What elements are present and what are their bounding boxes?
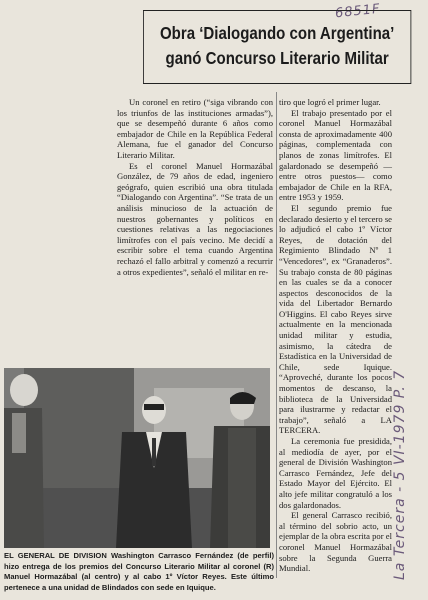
- article-column-left: [117, 97, 273, 277]
- photo-caption: EL GENERAL DE DIVISION Washington Carrasco Fernández (de perfil) hizo entrega de los premios del Concurso Literario Militar al coronel (R) Manuel Hormazábal (al centro) y al cabo 1º Víctor Reyes. Este último pertenece a una unidad de Blindados con sede en Iquique.: [4, 551, 274, 592]
- headline-line-1: Obra ‘Dialogando con Argentina’: [159, 23, 395, 43]
- article-headline: [143, 10, 411, 84]
- article-paragraph: La ceremonia fue presidida, al mediodía de ayer, por el general de División Washington Carrasco Fernández, Jefe del Estado Mayor del Ejército. El alto jefe militar congratuló a los dos galardonados.: [279, 436, 392, 510]
- article-paragraph: El general Carrasco recibió, al término del sobrio acto, un ejemplar de la obra escrita por el coronel Manuel Hormazábal sobre la Segunda Guerra Mundial.: [279, 510, 392, 574]
- photo-illustration: [4, 368, 270, 548]
- handwritten-archive-number: 6851F: [334, 1, 382, 22]
- article-paragraph: El segundo premio fue declarado desierto y el tercero se lo adjudicó el cabo 1º Víctor Reyes, de dotación del Regimiento Blindado Nº 1 “Vencedores”, ex “Granaderos”. Su trabajo consta de 80 páginas en las cuales se da a conocer aspectos desconocidos de la vida del Libertador Bernardo O'Higgins. El cabo Reyes sirve actualmente en la mencionada unidad militar y estudia, asimismo, la cátedra de Estadística en la Universidad de Chile, sede Iquique. “Aproveché, durante los pocos momentos de descanso, la biblioteca de la Universidad para ilustrarme y redactar el trabajo”, señaló a LA TERCERA.: [279, 202, 392, 436]
- article-column-right: [279, 97, 392, 574]
- article-paragraph: Un coronel en retiro (“siga vibrando con los triunfos de las instituciones armadas”), que se desempeñó durante 6 años como embajador de Chile en la República Federal Alemana, fue el ganador del Concurso Literario Militar.: [117, 97, 273, 160]
- news-photo: [4, 368, 270, 548]
- article-paragraph: Es el coronel Manuel Hormazábal González, de 79 años de edad, ingeniero geógrafo, quien escribió una obra titulada “Dialogando con Argentina”. “Se trata de un análisis minucioso de la actuación de nuestros gobernantes y políticos en cuestiones relativas a las negociaciones limítrofes con el país vecino. Me decidí a escribir sobre el tema cuando Argentina rechazó el fallo arbitral y comenzó a recurrir a otros expedientes”, señaló el militar en re-: [117, 160, 273, 277]
- column-divider: [276, 92, 277, 578]
- headline-line-2: ganó Concurso Literario Militar: [165, 48, 389, 68]
- article-paragraph: El trabajo presentado por el coronel Manuel Hormazábal consta de aproximadamente 400 páginas, complementada con planos de zonas limítrofes. El galardonado se desempeñó —entre otros puestos— como embajador de Chile en la RFA, entre 1953 y 1959.: [279, 107, 392, 203]
- article-paragraph: tiro que logró el primer lugar.: [279, 97, 381, 107]
- handwritten-source-note: La Tercera - 5 VI-1979 P. 7: [392, 369, 408, 580]
